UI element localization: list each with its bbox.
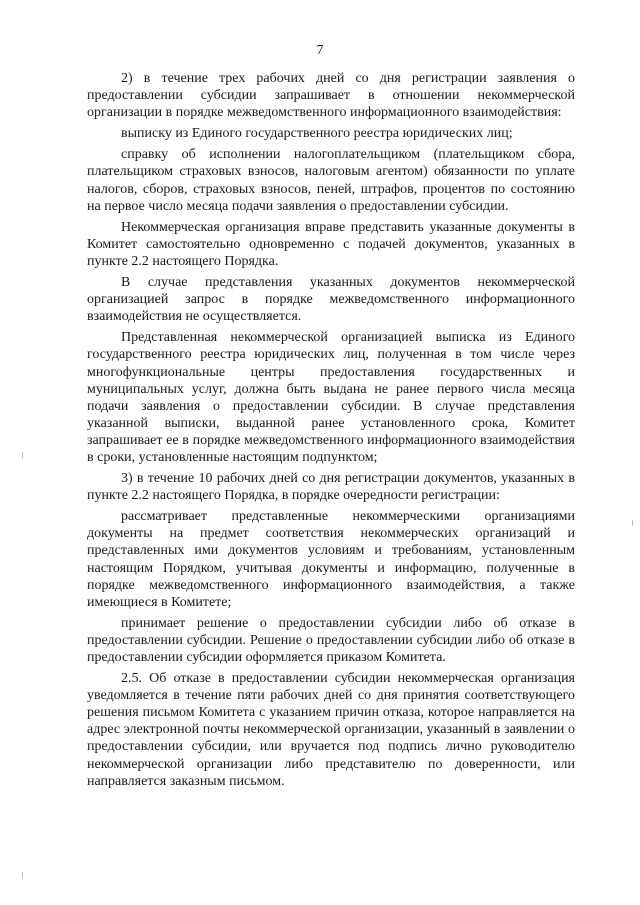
- document-body: [87, 70, 575, 790]
- paragraph-right-to-submit: Некоммерческая организация вправе представить указанные документы в Комитет самостоятельно одновременно с подачей документов, указанных в пункте 2.2 настоящего Порядка.: [87, 219, 575, 269]
- paragraph-document-review: рассматривает представленные некоммерческими организациями документы на предмет соответствия некоммерческих организаций и представленных ими документов условиям и требованиям, установленным настоящим Порядком, учитывая документы и информацию, полученные в порядке межведомственного информационного взаимодействия, а также имеющиеся в Комитете;: [87, 509, 575, 610]
- paragraph-egrul-extract: выписку из Единого государственного реестра юридических лиц;: [121, 126, 513, 142]
- paragraph-extract-validity: Представленная некоммерческой организацией выписка из Единого государственного реестра юридических лиц, полученная в том числе через многофункциональные центры предоставления государственных и муниципальных услуг, должна быть выдана не ранее первого числа месяца подачи заявления о предоставлении субсидии. В случае представления указанной выписки, выданной ранее установленного срока, Комитет запрашивает ее в порядке межведомственного информационного взаимодействия в сроки, установленные настоящим подпунктом;: [87, 330, 575, 465]
- paragraph-item-2-request: 2) в течение трех рабочих дней со дня регистрации заявления о предоставлении субсидии запрашивает в отношении некоммерческой организации в порядке межведомственного информационного взаимодействия:: [87, 71, 575, 121]
- margin-mark-left: [22, 452, 23, 458]
- paragraph-section-2-5-refusal: 2.5. Об отказе в предоставлении субсидии некоммерческая организация уведомляется в течение пяти рабочих дней со дня принятия соответствующего решения письмом Комитета с указанием причин отказа, которое направляется на адрес электронной почты некоммерческой организации, указанный в заявлении о предоставлении субсидии, или вручается под подпись лично руководителю некоммерческой организации либо представителю по доверенности, или направляется заказным письмом.: [87, 671, 575, 789]
- paragraph-item-3-review: 3) в течение 10 рабочих дней со дня регистрации документов, указанных в пункте 2.2 настоящего Порядка, в порядке очередности регистрации:: [87, 471, 575, 504]
- margin-mark-right: [632, 520, 633, 526]
- margin-mark-left-bottom: [22, 872, 23, 878]
- paragraph-no-request: В случае представления указанных документов некоммерческой организацией запрос в порядке межведомственного информационного взаимодействия не осуществляется.: [87, 275, 575, 325]
- paragraph-tax-certificate: справку об исполнении налогоплательщиком (плательщиком сбора, плательщиком страховых взносов, налоговым агентом) обязанности по уплате налогов, сборов, страховых взносов, пеней, штрафов, процентов по состоянию на первое число месяца подачи заявления о предоставлении субсидии.: [87, 147, 575, 214]
- paragraph-decision: принимает решение о предоставлении субсидии либо об отказе в предоставлении субсидии. Решение о предоставлении субсидии либо об отказе в предоставлении субсидии оформляется приказом Комитета.: [87, 615, 575, 665]
- page-number: 7: [316, 43, 324, 58]
